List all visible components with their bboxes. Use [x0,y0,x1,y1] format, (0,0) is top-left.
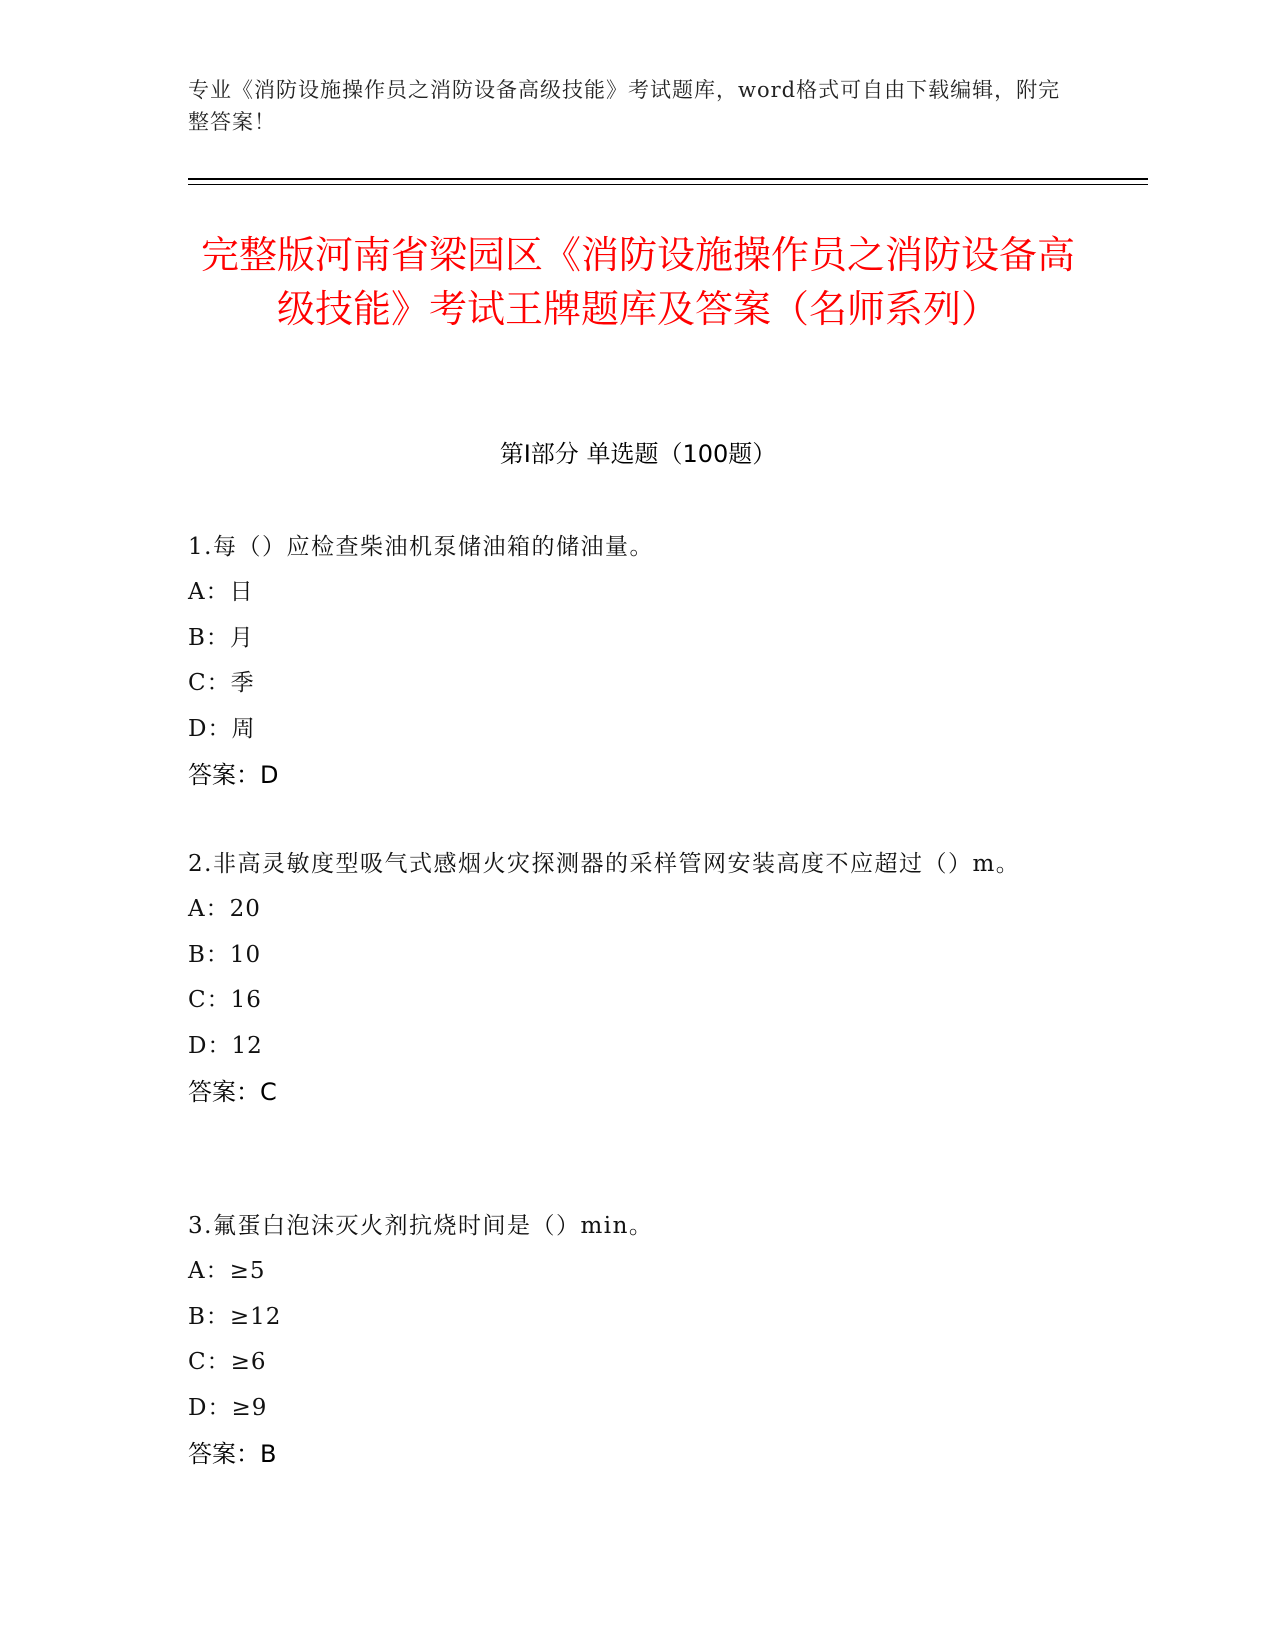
option-d: D：12 [188,1032,263,1059]
option-a: A：日 [188,579,254,605]
option-a: A：≥5 [188,1258,266,1284]
question-stem: 3.氟蛋白泡沫灭火剂抗烧时间是（）min。 [188,1213,654,1239]
option-c: C：季 [188,670,255,696]
document-title: 完整版河南省梁园区《消防设施操作员之消防设备高级技能》考试王牌题库及答案（名师系列） [200,233,1075,331]
option-b: B：10 [188,941,262,968]
header-divider-bottom [188,184,1148,185]
option-a: A：20 [188,896,261,922]
option-d: D：≥9 [188,1394,268,1421]
question-stem: 2.非高灵敏度型吸气式感烟火灾探测器的采样管网安装高度不应超过（）m。 [188,851,1021,877]
answer-line: 答案：D [188,761,279,789]
option-b: B：≥12 [188,1303,282,1330]
question-1 [188,524,1088,798]
option-d: D：周 [188,715,256,742]
option-c: C：16 [188,987,262,1013]
question-3 [188,1203,1088,1477]
header-divider-top [188,178,1148,180]
intro-text: 专业《消防设施操作员之消防设备高级技能》考试题库，word格式可自由下载编辑，附完整答案！ [188,78,1061,134]
option-b: B：月 [188,624,254,651]
option-c: C：≥6 [188,1349,267,1375]
question-stem: 1.每（）应检查柴油机泵储油箱的储油量。 [188,534,654,560]
answer-line: 答案：B [188,1440,277,1468]
section-heading: 第I部分 单选题（100题） [499,440,777,468]
answer-line: 答案：C [188,1078,277,1106]
question-2 [188,841,1088,1115]
